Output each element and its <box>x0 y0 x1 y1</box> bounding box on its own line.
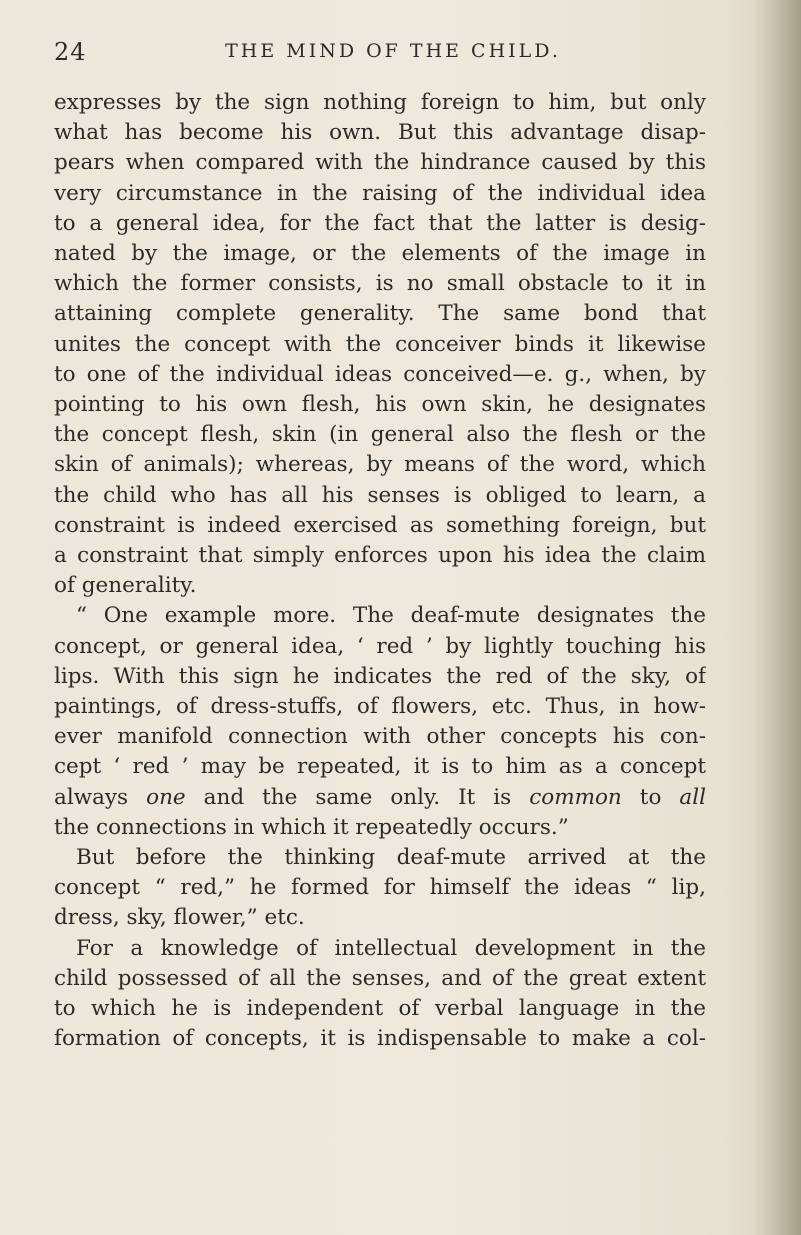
text-line: to which he is independent of verbal language in the <box>54 996 706 1022</box>
text-line: to one of the individual ideas conceived—e. g., when, by <box>54 361 706 387</box>
text-line: child possessed of all the senses, and of the great extent <box>54 965 706 991</box>
text-line: pointing to his own flesh, his own skin, he designates <box>54 392 706 418</box>
text-line: a constraint that simply enforces upon his idea the claim <box>54 543 706 569</box>
text-line: For a knowledge of intellectual development in the <box>76 935 706 961</box>
text-line: concept “ red,” he formed for himself the ideas “ lip, <box>54 875 706 901</box>
text-line: attaining complete generality. The same bond that <box>54 301 706 327</box>
text-line: cept ‘ red ’ may be repeated, it is to him as a concept <box>54 754 706 780</box>
text-run: and the same only. It is <box>185 784 530 810</box>
text-line: lips. With this sign he indicates the red of the sky, of <box>54 663 706 689</box>
text-line: concept, or general idea, ‘ red ’ by lightly touching his <box>54 633 706 659</box>
text-line: “ One example more. The deaf-mute designates the <box>76 603 706 629</box>
text-run: always <box>54 784 147 810</box>
text-line-with-italics <box>54 783 706 813</box>
text-run: to <box>621 784 680 810</box>
text-line: But before the thinking deaf-mute arrived at the <box>76 845 706 871</box>
italic-word-all: all <box>679 784 706 810</box>
text-line: which the former consists, is no small obstacle to it in <box>54 271 706 297</box>
text-line: paintings, of dress-stuffs, of flowers, etc. Thus, in how- <box>54 694 706 720</box>
text-line: ever manifold connection with other concepts his con- <box>54 724 706 750</box>
text-line: unites the concept with the conceiver binds it likewise <box>54 331 706 357</box>
text-line: the child who has all his senses is obliged to learn, a <box>54 482 706 508</box>
italic-word-common: common <box>529 784 622 810</box>
text-line: very circumstance in the raising of the individual idea <box>54 180 706 206</box>
text-line: expresses by the sign nothing foreign to him, but only <box>54 90 706 115</box>
text-line: of generality. <box>54 573 197 599</box>
text-line: the connections in which it repeatedly occurs.” <box>54 814 569 840</box>
text-line: skin of animals); whereas, by means of the word, which <box>54 452 706 478</box>
text-line: to a general idea, for the fact that the latter is desig- <box>54 210 706 236</box>
page-number: 24 <box>54 38 87 66</box>
text-line: what has become his own. But this advantage disap- <box>54 120 706 146</box>
running-head <box>54 38 714 72</box>
text-line: dress, sky, flower,” etc. <box>54 905 305 931</box>
text-line: nated by the image, or the elements of the image in <box>54 241 706 267</box>
running-title: THE MIND OF THE CHILD. <box>225 40 561 62</box>
body-text <box>54 88 706 1055</box>
text-line: pears when compared with the hindrance caused by this <box>54 150 706 176</box>
text-line: constraint is indeed exercised as something foreign, but <box>54 512 706 538</box>
spine-shadow <box>753 0 801 1235</box>
text-line: the concept flesh, skin (in general also the flesh or the <box>54 422 706 448</box>
italic-word-one: one <box>146 784 186 810</box>
text-line: formation of concepts, it is indispensable to make a col- <box>54 1026 706 1052</box>
